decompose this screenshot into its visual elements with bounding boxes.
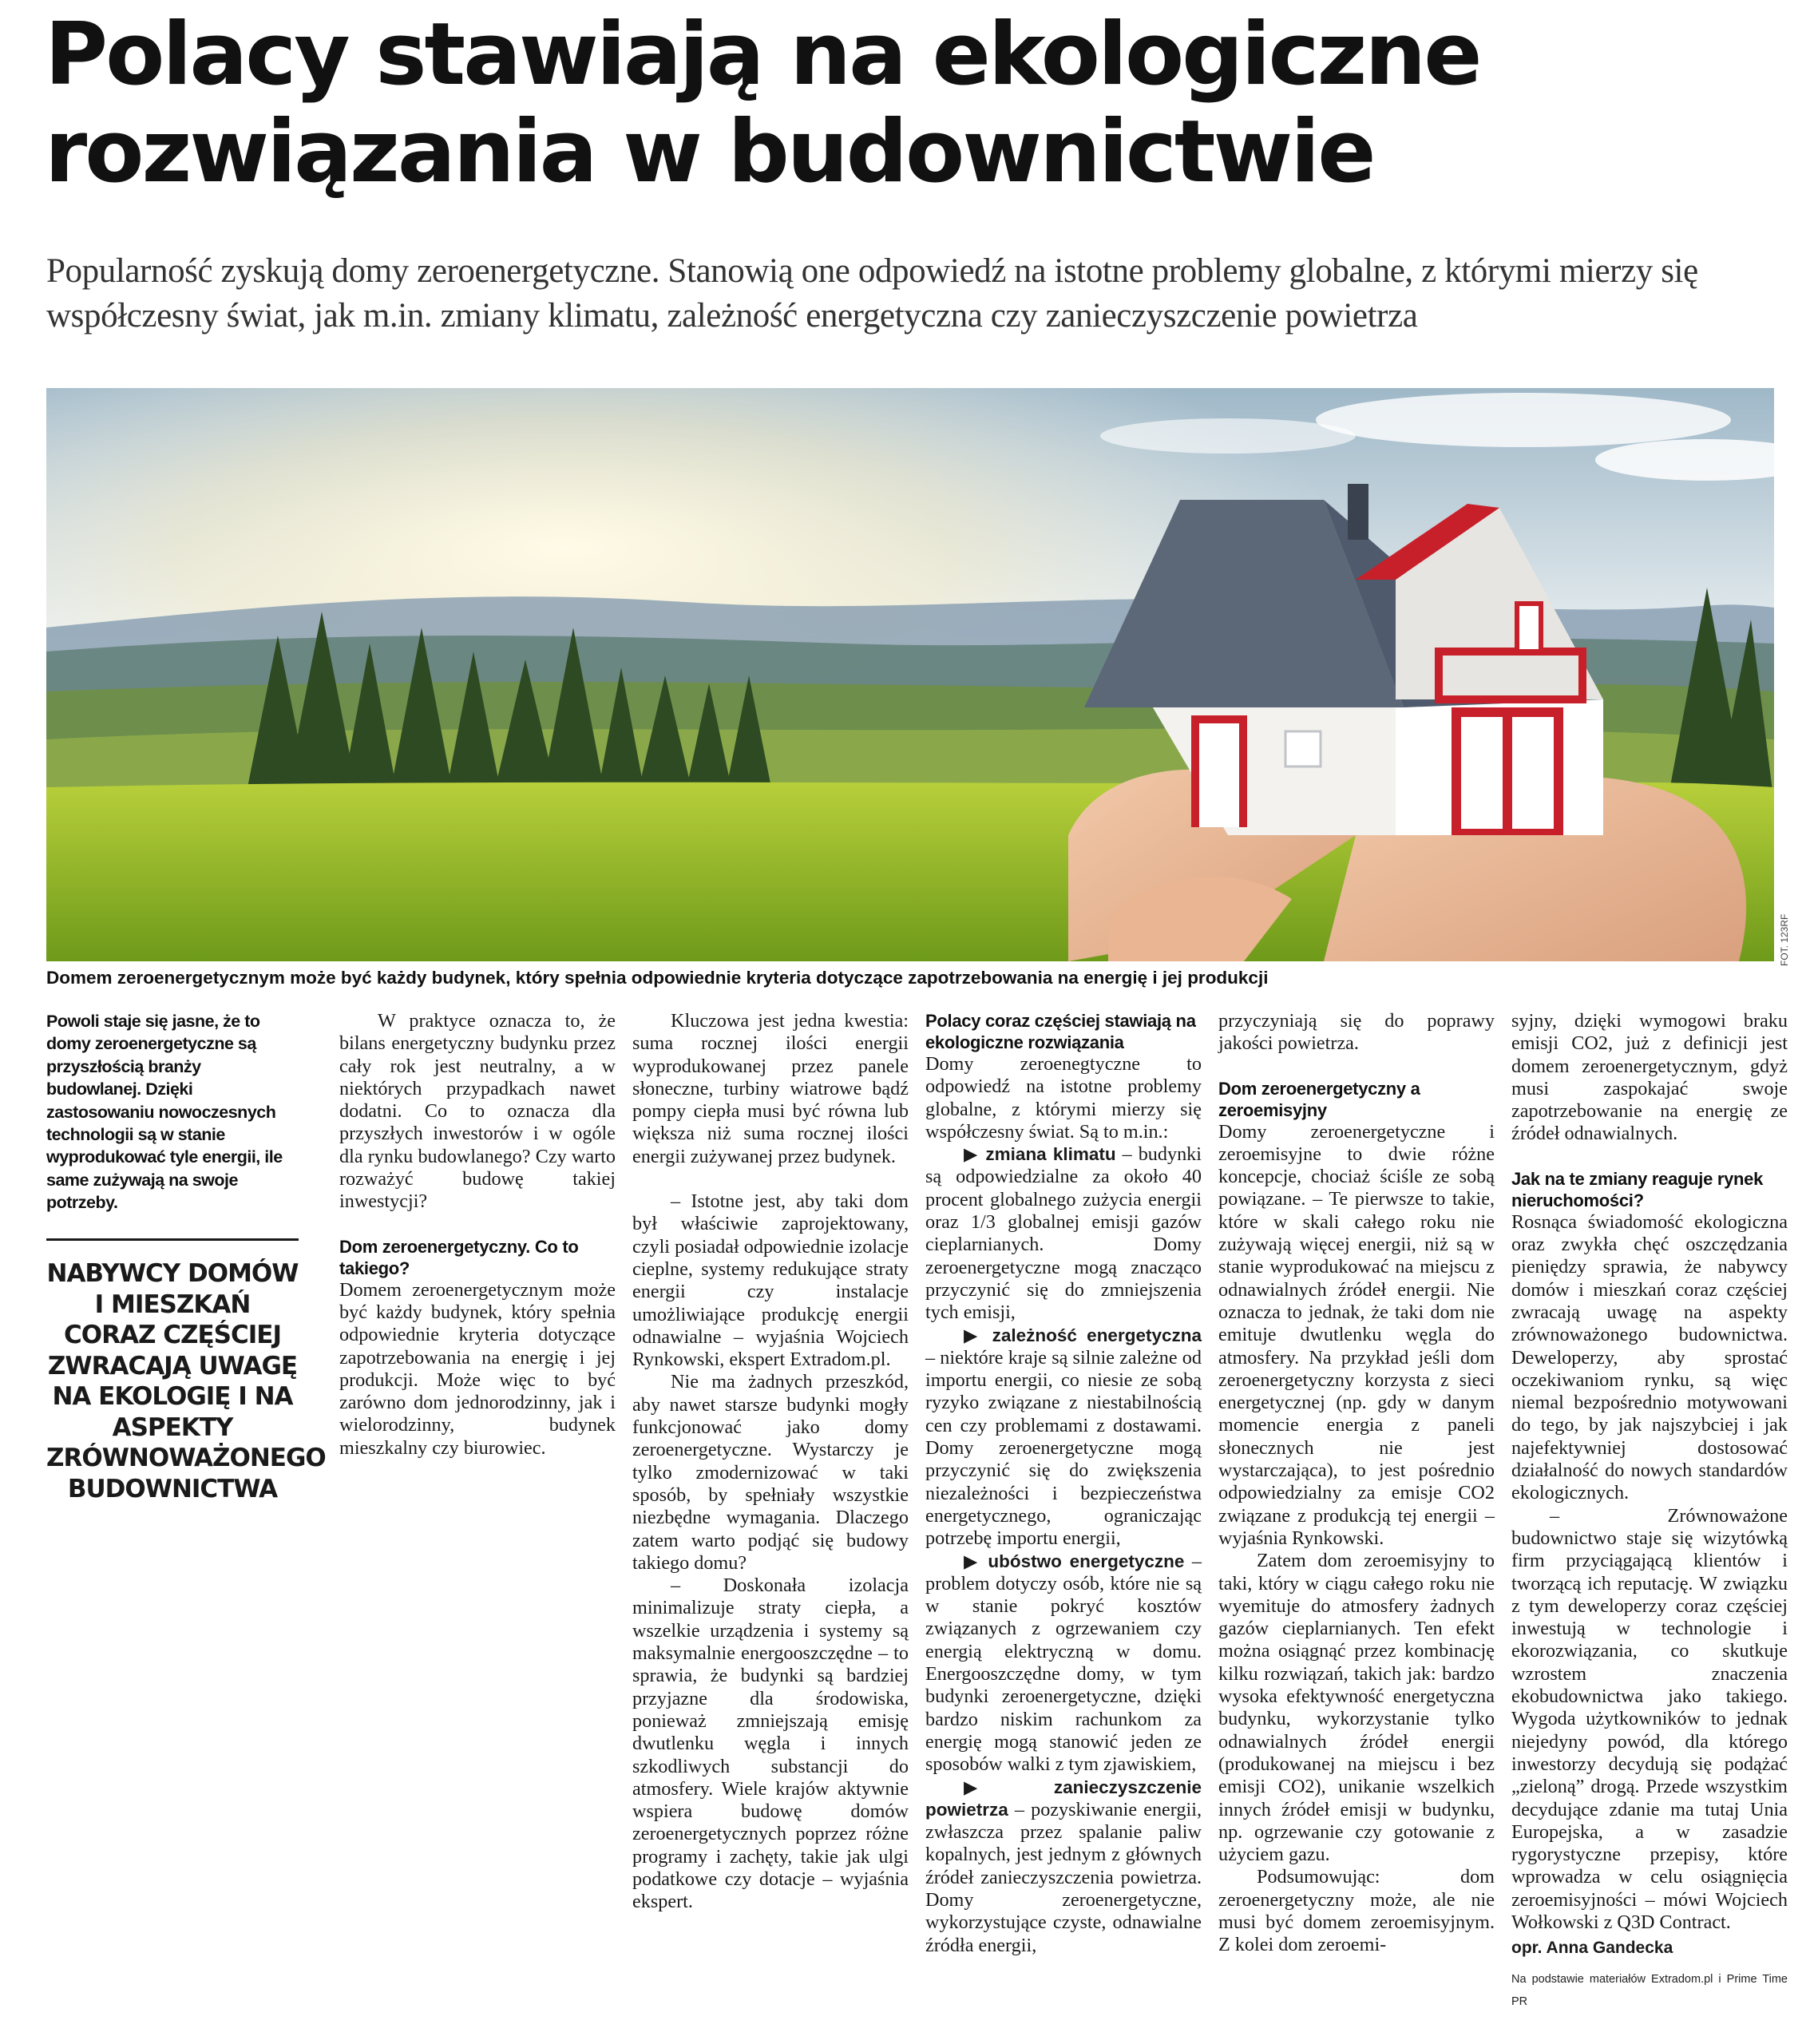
subheading: Dom zeroenergetyczny. Co to takiego?: [339, 1236, 579, 1278]
paragraph: Domy zeroenegtyczne to odpowiedź na istotne problemy globalne, z którymi mierzy się współczesny świat. Są to m.in.:: [925, 1053, 1202, 1143]
column-5: [1218, 1010, 1495, 1957]
bullet-item: [925, 1777, 1202, 1957]
bullet-label: ▶ zmiana klimatu: [964, 1144, 1116, 1165]
paragraph: Podsumowując: dom zeroenergetyczny może, ale nie musi być domem zeroemisyjnym. Z kolei dom zeroemi-: [1218, 1866, 1495, 1956]
paragraph: W praktyce oznacza to, że bilans energetyczny budynku przez cały rok jest neutralny, a w niektórych przypadkach nawet dodatni. Co to oznacza dla przyszłych inwestorów i w ogóle dla rynku budowlanego? Czy warto rozważyć budowę takiej inwestycji?: [339, 1010, 616, 1213]
paragraph: Domy zeroenergetyczne i zeroemisyjne to dwie różne koncepcje, chociaż ściśle ze sobą powiązane. – Te pierwsze to takie, które w skali całego roku nie zużywają więcej energii, niż są w stanie wyprodukować na miejscu z odnawialnych źródeł energii. Nie oznacza to jednak, że taki dom nie emituje dwutlenku węgla do atmosfery. Na przykład jeśli dom zeroenergetyczny korzysta z sieci energetycznej (np. gdy w danym momencie energia z paneli słonecznych nie jest wystarczająca), to jest pośrednio odpowiedzialny za emisje CO2 związane z produkcją tej energii – wyjaśnia Rynkowski.: [1218, 1120, 1495, 1549]
paragraph: Nie ma żadnych przeszkód, aby nawet starsze budynki mogły funkcjonować jako domy zeroenergetyczne. Wystarczy je tylko zmodernizować w taki sposób, by spełniały wszystkie niezbędne wymagania. Dlaczego zatem warto podjąć się budowy takiego domu?: [632, 1371, 909, 1574]
intro-paragraph: [46, 1010, 290, 1214]
lead-paragraph: Popularność zyskują domy zeroenergetyczne. Stanowią one odpowiedź na istotne problemy globalne, z którymi mierzy się współczesny świat, jak m.in. zmiany klimatu, zależność energetyczna czy zanieczyszczenie powietrza: [46, 252, 1698, 335]
article-photo: [46, 388, 1774, 961]
bullet-item: [925, 1143, 1202, 1324]
bullet-item: [925, 1551, 1202, 1777]
source-note: Na podstawie materiałów Extradom.pl i Prime Time PR: [1511, 1972, 1788, 2008]
paragraph: Domem zeroenergetycznym może być każdy budynek, który spełnia odpowiednie kryteria dotyczące zapotrzebowania na energię i jej produkcji. Może więc to być zarówno dom jednorodzinny, jak i wielorodzinny, budynek mieszkalny czy biurowiec.: [339, 1278, 616, 1459]
bullet-text: – niektóre kraje są silnie zależne od importu energii, co niesie ze sobą ryzyko związane z niestabilnością cen czy problemami z dostawami. Domy zeroenergetyczne mogą przyczynić się do zwiększenia niezależności i bezpieczeństwa energetycznego, ograniczając potrzebę importu energii,: [925, 1346, 1202, 1550]
intro-text: Powoli staje się jasne, że to domy zeroenergetyczne są przyszłością branży budowlanej. Dzięki zastosowaniu nowoczesnych technologii są w stanie wyprodukować tyle energii, ile same zużywają na swoje potrzeby.: [46, 1012, 283, 1213]
subheading: Polacy coraz częściej stawiają na ekologiczne rozwiązania: [925, 1011, 1196, 1052]
paragraph: Rosnąca świadomość ekologiczna oraz zwykła chęć oszczędzania pieniędzy sprawia, że nabywcy domów i mieszkań coraz częściej zwracają uwagę na aspekty zrównoważonego budownictwa. Deweloperzy, aby sprostać oczekiwaniom rynku, są więc niemal bezpośrednio motywowani do tego, by jak najszybciej i jak najefektywniej dostosować działalność do nowych standardów ekologicznych.: [1511, 1210, 1788, 1504]
pull-quote: [46, 1238, 326, 1504]
subheading: Dom zeroenergetyczny a zeroemisyjny: [1218, 1078, 1420, 1120]
photo-caption: Domem zeroenergetycznym może być każdy budynek, który spełnia odpowiednie kryteria dotyczące zapotrzebowania na energię i jej produkcji: [46, 968, 1269, 988]
bullet-label: ▶ zależność energetyczna: [964, 1325, 1202, 1345]
paragraph: Kluczowa jest jedna kwestia: suma rocznej ilości energii wyprodukowanej przez panele słoneczne, turbiny wiatrowe bądź pompy ciepła musi być równa lub większa niż suma rocznej ilości energii zużywanej przez budynek.: [632, 1010, 909, 1167]
paragraph: – Zrównoważone budownictwo staje się wizytówką firm przyciągającą klientów i tworzącą ich reputację. W związku z tym deweloperzy coraz częściej inwestują w technologie i ekorozwiązania, co skutkuje wzrostem znaczenia ekobudownictwa jako takiego. Wygoda użytkowników to jednak niejedyny powód, dla którego inwestorzy decydują się podążać „zieloną” drogą. Przede wszystkim decydujące zdanie ma tutaj Unia Europejska, a w zasadzie rygorystyczne przepisy, które wprowadza w celu osiągnięcia zeroemisyjności – mówi Wojciech Wołkowski z Q3D Contract.: [1511, 1504, 1788, 1933]
headline: Polacy stawiają na ekologiczne rozwiązania w budownictwie: [45, 5, 1480, 202]
bullet-text: – problem dotyczy osób, które nie są w stanie pokryć kosztów związanych z ogrzewaniem czy energią elektryczną w domu. Energooszczędne domy, w tym budynki zeroenergetyczne, dzięki bardzo niskim rachunkom za energię mogą stanowić jeden ze sposobów walki z tym zjawiskiem,: [925, 1550, 1202, 1776]
bullet-item: [925, 1325, 1202, 1551]
paragraph: przyczyniają się do poprawy jakości powietrza.: [1218, 1010, 1495, 1055]
bullet-text: – budynki są odpowiedzialne za około 40 procent globalnego zużycia energii oraz 1/3 globalnej emisji gazów cieplarnianych. Domy zeroenergetyczne mogą znacząco przyczynić się do zmniejszenia tych emisji,: [925, 1143, 1202, 1324]
column-3: [632, 1010, 909, 1914]
subheading: Jak na te zmiany reaguje rynek nieruchomości?: [1511, 1168, 1764, 1210]
byline: opr. Anna Gandecka: [1511, 1939, 1673, 1958]
bullet-label: ▶ ubóstwo energetyczne: [964, 1551, 1185, 1571]
column-4: [925, 1010, 1202, 1957]
paragraph: syjny, dzięki wymogowi braku emisji CO2, już z definicji jest domem zeroenergetycznym, gdyż musi zaspokajać swoje zapotrzebowanie na energię ze źródeł odnawialnych.: [1511, 1010, 1788, 1145]
column-2: [339, 1010, 616, 1460]
column-6: [1511, 1010, 1788, 2013]
paragraph: – Istotne jest, aby taki dom był właściwie zaprojektowany, czyli posiadał odpowiednie izolacje cieplne, systemy redukujące straty energii czy instalacje umożliwiające produkcję energii odnawialne – wyjaśnia Wojciech Rynkowski, ekspert Extradom.pl.: [632, 1190, 909, 1371]
photo-credit: FOT. 123RF: [1779, 913, 1790, 966]
pull-quote-text: NABYWCY DOMÓW I MIESZKAŃ CORAZ CZĘŚCIEJ ZWRACAJĄ UWAGĘ NA EKOLOGIĘ I NA ASPEKTY ZRÓWNOWAŻONEGO BUDOWNICTWA: [46, 1259, 326, 1503]
bullet-label: ▶ zanieczyszczenie powietrza: [925, 1777, 1202, 1820]
paragraph: – Doskonała izolacja minimalizuje straty ciepła, a wszelkie urządzenia i systemy są maksymalnie energooszczędne – to sprawia, że budynki są bardziej przyjazne dla środowiska, ponieważ zmniejszają emisję dwutlenku węgla i innych szkodliwych substancji do atmosfery. Wiele krajów aktywnie wspiera budowę domów zeroenergetycznych poprzez różne programy i zachęty, takie jak ulgi podatkowe czy dotacje – wyjaśnia ekspert.: [632, 1575, 909, 1913]
bullet-text: – pozyskiwanie energii, zwłaszcza przez spalanie paliw kopalnych, jest jednym z głównych źródeł zanieczyszczenia powietrza. Domy zeroenergetyczne, wykorzystujące czyste, odnawialne źródła energii,: [925, 1798, 1202, 1956]
paragraph: Zatem dom zeroemisyjny to taki, który w ciągu całego roku nie wyemituje do atmosfery żadnych gazów cieplarnianych. Ten efekt można osiągnąć przez kombinację kilku rozwiązań, takich jak: bardzo wysoka efektywność energetyczna budynku, wykorzystanie tylko odnawialnych źródeł energii (produkowanej na miejscu i bez emisji CO2), unikanie wszelkich innych źródeł emisji w budynku, np. ogrzewanie czy gotowanie z użyciem gazu.: [1218, 1550, 1495, 1866]
